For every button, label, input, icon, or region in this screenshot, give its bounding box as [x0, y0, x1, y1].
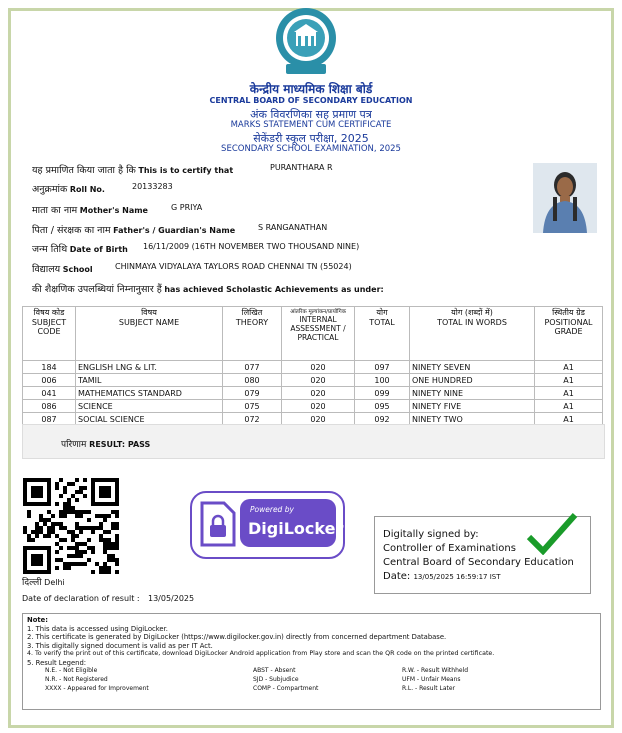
- declaration-date: Date of declaration of result : 13/05/2025: [22, 594, 195, 603]
- table-row: 086 SCIENCE 075 020 095 NINETY FIVE A1: [23, 400, 603, 413]
- result-text: परिणाम RESULT: PASS: [61, 440, 151, 450]
- roll-number: 20133283: [132, 182, 173, 191]
- signed-by-label: Digitally signed by:: [383, 529, 479, 540]
- powered-by-text: Powered by: [250, 505, 294, 514]
- roll-line: अनुक्रमांक Roll No. 20133283: [32, 182, 173, 195]
- note-item: 3. This digitally signed document is valid as per IT Act.: [27, 641, 213, 650]
- mother-line: माता का नाम Mother's Name G PRIYA: [32, 203, 203, 216]
- table-header-row: [23, 307, 603, 361]
- place: दिल्ली Delhi: [22, 578, 65, 588]
- digital-signature-box: [374, 516, 591, 594]
- cbse-logo-icon: [272, 4, 340, 78]
- certify-line: यह प्रमाणित किया जाता है कि This is to certify that PURANTHARA R: [32, 163, 333, 176]
- header-total: योग TOTAL: [355, 307, 410, 361]
- father-line: पिता / संरक्षक का नाम Father's / Guardian's Name S RANGANATHAN: [32, 223, 328, 236]
- header-internal-assessment: आंतरिक मूल्यांकन/प्रायोगिक INTERNAL ASSESSMENT / PRACTICAL: [282, 307, 355, 361]
- certificate-title-hindi: अंक विवरणिका सह प्रमाण पत्र: [250, 108, 372, 121]
- father-name: S RANGANATHAN: [258, 223, 328, 232]
- marks-table: [22, 306, 603, 426]
- header-subject-name: विषय SUBJECT NAME: [76, 307, 223, 361]
- exam-title-hindi: सेकेंडरी स्कूल परीक्षा, 2025: [253, 132, 369, 145]
- table-row: 184 ENGLISH LNG & LIT. 077 020 097 NINETY SEVEN A1: [23, 361, 603, 374]
- note-item: 2. This certificate is generated by DigiLocker (https://www.digilocker.gov.in) directly from concerned department Database.: [27, 633, 447, 641]
- signer-title: Controller of Examinations: [383, 543, 516, 554]
- school-line: विद्यालय School CHINMAYA VIDYALAYA TAYLORS ROAD CHENNAI TN (55024): [32, 262, 352, 275]
- result-box: [22, 424, 605, 459]
- header-positional-grade: स्थितीय ग्रेड POSITIONAL GRADE: [535, 307, 603, 361]
- header-subject-code: विषय कोड SUBJECT CODE: [23, 307, 76, 361]
- note-item: 4. To verify the print out of this certificate, download DigiLocker Android application from Play store and scan the QR code on the printed certificate.: [27, 650, 495, 657]
- table-row: 041 MATHEMATICS STANDARD 079 020 099 NINETY NINE A1: [23, 387, 603, 400]
- candidate-photo: [533, 163, 597, 233]
- header-theory: लिखित THEORY: [223, 307, 282, 361]
- notes-box: [22, 613, 601, 710]
- checkmark-icon: [525, 511, 579, 555]
- table-row: 087 SOCIAL SCIENCE 072 020 092 NINETY TWO A1: [23, 413, 603, 426]
- table-row: 006 TAMIL 080 020 100 ONE HUNDRED A1: [23, 374, 603, 387]
- digilocker-name: DigiLocker: [248, 519, 344, 538]
- date-of-birth: 16/11/2009 (16TH NOVEMBER TWO THOUSAND NINE): [143, 242, 360, 251]
- school-name: CHINMAYA VIDYALAYA TAYLORS ROAD CHENNAI TN (55024): [115, 262, 352, 271]
- certificate-title-english: MARKS STATEMENT CUM CERTIFICATE: [230, 120, 392, 130]
- candidate-name: PURANTHARA R: [270, 163, 333, 172]
- dob-line: जन्म तिथि Date of Birth 16/11/2009 (16TH NOVEMBER TWO THOUSAND NINE): [32, 242, 360, 255]
- exam-title-english: SECONDARY SCHOOL EXAMINATION, 2025: [221, 144, 401, 154]
- board-name-english: CENTRAL BOARD OF SECONDARY EDUCATION: [209, 96, 413, 105]
- result-legend: N.E. - Not Eligible ABST - Absent R.W. - Result Withheld N.R. - Not Registered SJD - Subjudice UFM - Unfair Means XXXX - Appeared for Improvement COMP - Compartment R.L. - Result Later: [45, 667, 469, 692]
- qr-code[interactable]: [23, 478, 119, 574]
- signer-organisation: Central Board of Secondary Education: [383, 557, 574, 568]
- note-item: 5. Result Legend:: [27, 658, 87, 667]
- signature-date: Date: 13/05/2025 16:59:17 IST: [383, 571, 501, 582]
- note-item: 1. This data is accessed using DigiLocker.: [27, 624, 168, 633]
- mother-name: G PRIYA: [171, 203, 203, 212]
- achievement-line: की शैक्षणिक उपलब्धियां निम्नानुसार हैं has achieved Scholastic Achievements as under:: [32, 284, 384, 295]
- board-name-hindi: केन्द्रीय माध्यमिक शिक्षा बोर्ड: [249, 82, 373, 96]
- notes-title: Note:: [27, 616, 48, 624]
- header-total-in-words: योग (शब्दों में) TOTAL IN WORDS: [410, 307, 535, 361]
- digilocker-badge: [190, 491, 345, 559]
- document-lock-icon: [198, 501, 238, 547]
